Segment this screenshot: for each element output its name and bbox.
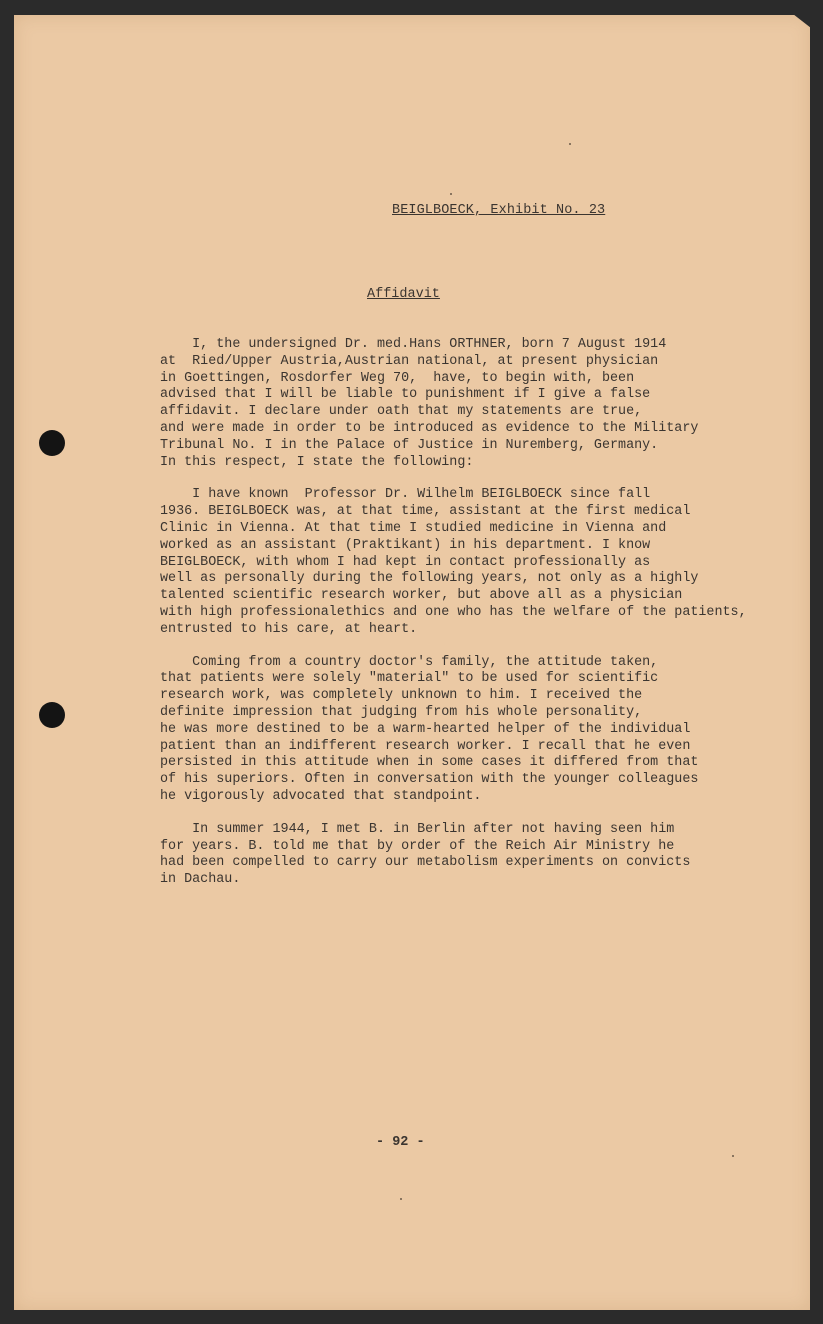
text-line: BEIGLBOECK, with whom I had kept in contact professionally as [160, 554, 651, 570]
text-line: research work, was completely unknown to him. I received the [160, 688, 643, 704]
paper-speck [450, 193, 452, 195]
text-line: had been compelled to carry our metabolism experiments on convicts [160, 855, 691, 871]
text-line: In this respect, I state the following: [160, 454, 474, 470]
paragraph-berlin-meeting [160, 822, 800, 889]
text-line: in Dachau. [160, 872, 241, 888]
text-line: patient than an indifferent research worker. I recall that he even [160, 738, 691, 754]
text-line: talented scientific research worker, but above all as a physician [160, 588, 683, 604]
exhibit-title: BEIGLBOECK, Exhibit No. 23 [392, 203, 606, 218]
text-line: definite impression that judging from his whole personality, [160, 704, 643, 720]
paragraph-declaration [160, 337, 800, 471]
punch-hole [39, 702, 65, 728]
page-number: - 92 - [376, 1135, 425, 1150]
text-line: he vigorously advocated that standpoint. [160, 788, 482, 804]
affidavit-body [160, 337, 800, 905]
paper-speck [732, 1155, 734, 1157]
paper-speck [400, 1198, 402, 1200]
text-line: persisted in this attitude when in some cases it differed from that [160, 755, 699, 771]
text-line: advised that I will be liable to punishment if I give a false [160, 387, 651, 403]
text-line: affidavit. I declare under oath that my statements are true, [160, 404, 643, 420]
text-line: 1936. BEIGLBOECK was, at that time, assistant at the first medical [160, 504, 691, 520]
text-line: well as personally during the following years, not only as a highly [160, 571, 699, 587]
text-line: I have known Professor Dr. Wilhelm BEIGLBOECK since fall [160, 487, 651, 503]
text-line: entrusted to his care, at heart. [160, 621, 418, 637]
affidavit-heading: Affidavit [367, 287, 440, 302]
text-line: for years. B. told me that by order of the Reich Air Ministry he [160, 838, 675, 854]
page-corner [793, 14, 811, 28]
text-line: Tribunal No. I in the Palace of Justice in Nuremberg, Germany. [160, 437, 659, 453]
text-line: Clinic in Vienna. At that time I studied medicine in Vienna and [160, 520, 667, 536]
text-line: that patients were solely "material" to be used for scientific [160, 671, 659, 687]
text-line: in Goettingen, Rosdorfer Weg 70, have, to begin with, been [160, 370, 635, 386]
paper-speck [569, 143, 571, 145]
paragraph-acquaintance [160, 487, 800, 638]
text-line: In summer 1944, I met B. in Berlin after not having seen him [160, 821, 675, 837]
text-line: of his superiors. Often in conversation with the younger colleagues [160, 772, 699, 788]
document-page [14, 15, 810, 1310]
paragraph-character [160, 655, 800, 806]
text-line: with high professionalethics and one who has the welfare of the patients, [160, 604, 747, 620]
text-line: Coming from a country doctor's family, the attitude taken, [160, 654, 659, 670]
text-line: worked as an assistant (Praktikant) in his department. I know [160, 537, 651, 553]
text-line: at Ried/Upper Austria,Austrian national, at present physician [160, 353, 659, 369]
punch-hole [39, 430, 65, 456]
text-line: I, the undersigned Dr. med.Hans ORTHNER, born 7 August 1914 [160, 337, 667, 352]
text-line: and were made in order to be introduced as evidence to the Military [160, 420, 699, 436]
text-line: he was more destined to be a warm-hearted helper of the individual [160, 721, 691, 737]
